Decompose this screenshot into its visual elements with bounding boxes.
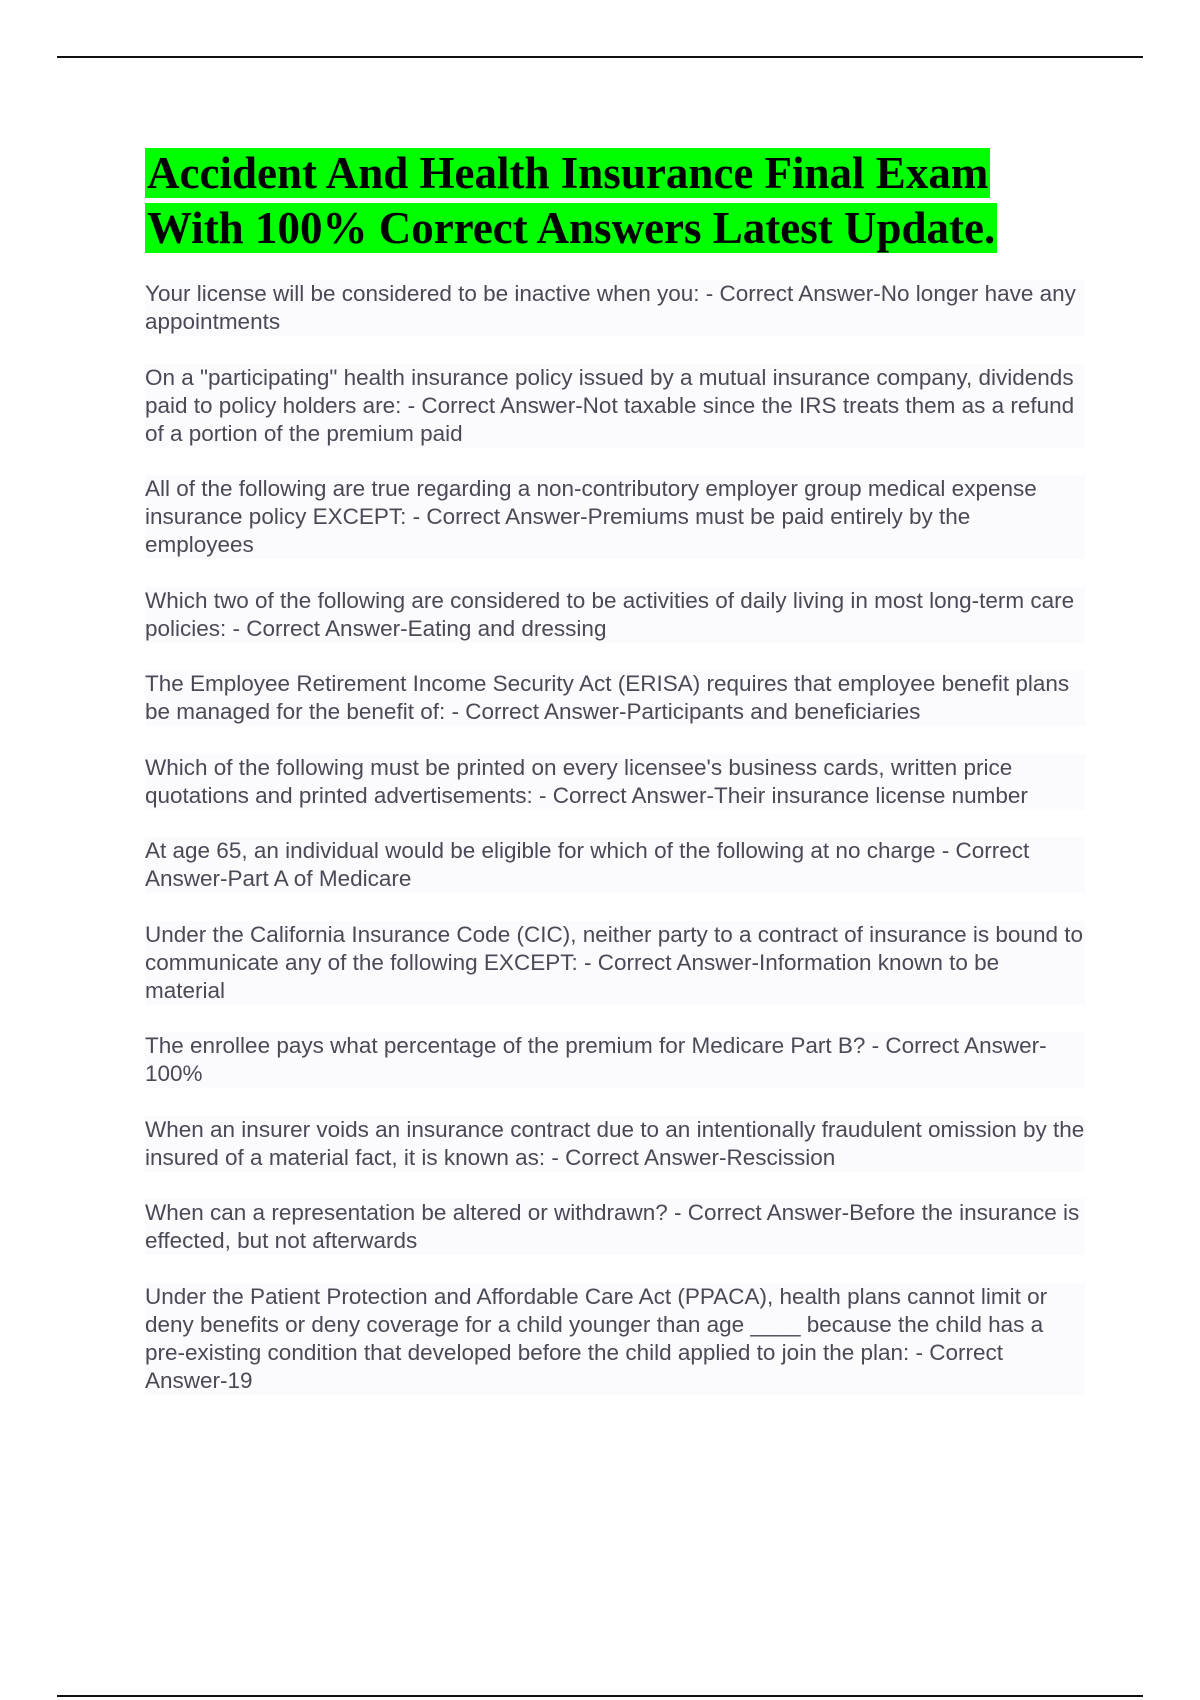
document-body (145, 146, 1085, 1422)
qa-item: At age 65, an individual would be eligible for which of the following at no charge - Correct Answer-Part A of Medicare (145, 837, 1085, 893)
qa-list (145, 280, 1085, 1395)
qa-item: When can a representation be altered or withdrawn? - Correct Answer-Before the insurance is effected, but not afterwards (145, 1199, 1085, 1255)
qa-item: When an insurer voids an insurance contract due to an intentionally fraudulent omission by the insured of a material fact, it is known as: - Correct Answer-Rescission (145, 1116, 1085, 1170)
qa-item: Under the California Insurance Code (CIC), neither party to a contract of insurance is bound to communicate any of the following EXCEPT: - Correct Answer-Information known to be material (145, 921, 1083, 1003)
top-divider (57, 56, 1143, 58)
qa-item: Under the Patient Protection and Affordable Care Act (PPACA), health plans cannot limit or deny benefits or deny coverage for a child younger than age ____ because the child has a pre-existing condition that developed before the child applied to join the plan: - Correct Answer-19 (145, 1283, 1085, 1395)
document-title-text: Accident And Health Insurance Final Exam With 100% Correct Answers Latest Update. (147, 148, 996, 253)
qa-item: The enrollee pays what percentage of the premium for Medicare Part B? - Correct Answer-100% (145, 1032, 1085, 1088)
qa-item: On a "participating" health insurance policy issued by a mutual insurance company, dividends paid to policy holders are: - Correct Answer-Not taxable since the IRS treats them as a refund of a portion of the premium paid (145, 364, 1085, 448)
bottom-divider (57, 1695, 1143, 1697)
qa-item: Your license will be considered to be inactive when you: - Correct Answer-No longer have any appointments (145, 280, 1085, 336)
qa-item: All of the following are true regarding a non-contributory employer group medical expense insurance policy EXCEPT: - Correct Answer-Premiums must be paid entirely by the employees (145, 475, 1085, 559)
document-title (145, 146, 1085, 256)
qa-item: Which of the following must be printed on every licensee's business cards, written price quotations and printed advertisements: - Correct Answer-Their insurance license number (145, 754, 1085, 810)
qa-item: Which two of the following are considered to be activities of daily living in most long-term care policies: - Correct Answer-Eating and dressing (145, 587, 1085, 643)
qa-item: The Employee Retirement Income Security Act (ERISA) requires that employee benefit plans be managed for the benefit of: - Correct Answer-Participants and beneficiaries (145, 670, 1085, 726)
